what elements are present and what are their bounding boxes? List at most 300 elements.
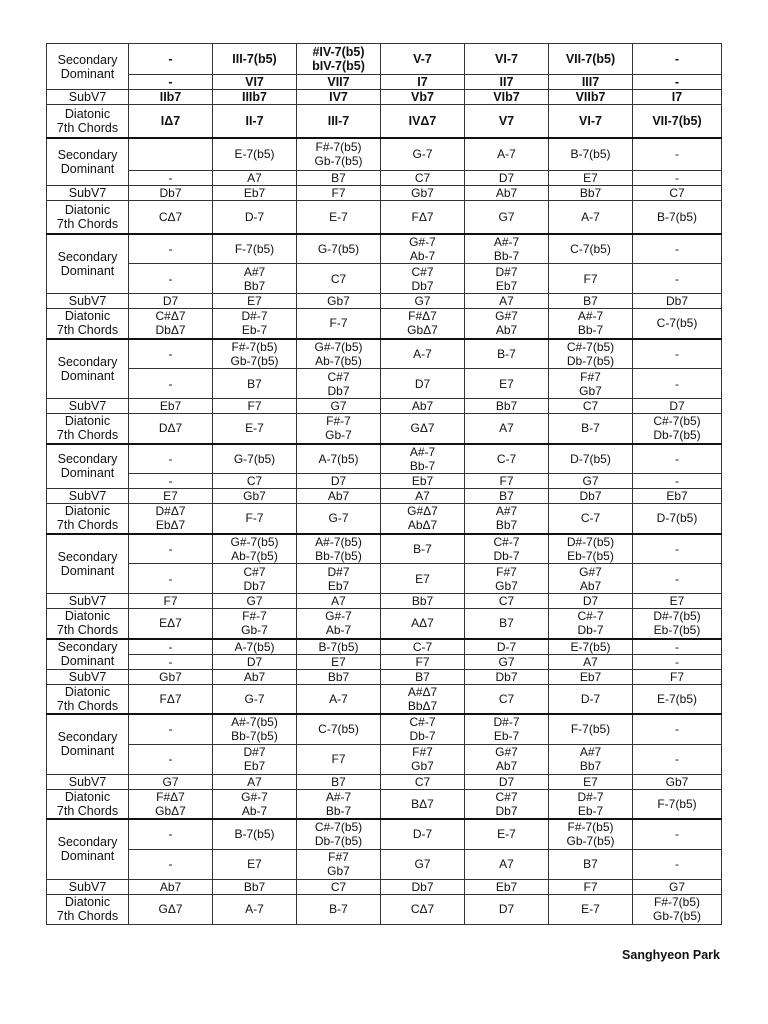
table-row [47,879,722,894]
chord-cell: A7 [213,774,297,789]
chord-cell: D#-7 Eb-7 [213,309,297,339]
chord-cell: - [129,474,213,489]
chord-cell: III7 [549,75,633,90]
subv7-label: SubV7 [47,90,129,105]
chord-cell: D7 [465,774,549,789]
chord-cell: IV7 [297,90,381,105]
chord-cell: G7 [549,474,633,489]
chord-cell: - [633,264,722,294]
chord-cell: A#7 Bb7 [213,264,297,294]
chord-cell: G#7 Ab7 [465,744,549,774]
chord-cell: D-7 [381,819,465,849]
chord-cell: A-7 [213,894,297,924]
chord-cell: F#-7(b5) Gb-7(b5) [297,138,381,171]
chord-cell: VII-7(b5) [633,105,722,138]
chord-cell: G#-7(b5) Ab-7(b5) [213,534,297,564]
chord-cell: F#7 Gb7 [465,564,549,594]
chord-cell: CΔ7 [381,894,465,924]
diatonic-label: Diatonic 7th Chords [47,789,129,819]
chord-cell: D-7(b5) [549,444,633,474]
table-row [47,714,722,744]
chord-cell: - [633,474,722,489]
chord-cell: VIb7 [465,90,549,105]
chord-cell: Ab7 [381,399,465,414]
chord-cell: VI7 [213,75,297,90]
chord-cell: E7 [213,294,297,309]
chord-cell: C#-7(b5) Db-7(b5) [297,819,381,849]
table-row [47,489,722,504]
table-row [47,339,722,369]
diatonic-label: Diatonic 7th Chords [47,105,129,138]
chord-cell: A7 [381,489,465,504]
chord-cell: Eb7 [381,474,465,489]
table-row [47,849,722,879]
chord-cell: A-7 [549,201,633,234]
chord-cell: - [129,75,213,90]
chord-cell: Eb7 [633,489,722,504]
chord-cell: D7 [465,894,549,924]
chord-cell: Eb7 [129,399,213,414]
chord-cell: Db7 [129,186,213,201]
chord-cell: Db7 [549,489,633,504]
chord-cell: G#7 Ab7 [465,309,549,339]
chord-cell: - [129,564,213,594]
chord-cell: Bb7 [213,879,297,894]
chord-cell: E7 [549,774,633,789]
chord-cell: F7 [549,264,633,294]
chord-cell: A#-7 Bb-7 [381,444,465,474]
chord-cell: - [633,339,722,369]
chord-cell: D7 [129,294,213,309]
chord-cell: D7 [297,474,381,489]
chord-cell: G7 [381,849,465,879]
chord-cell: C7 [465,594,549,609]
diatonic-label: Diatonic 7th Chords [47,201,129,234]
table-row [47,399,722,414]
chord-cell: C7 [297,264,381,294]
chord-cell: F-7 [297,309,381,339]
chord-cell: Gb7 [381,186,465,201]
secondary-dominant-label: Secondary Dominant [47,714,129,774]
chord-cell: - [633,44,722,75]
chord-cell: C#-7 Db-7 [465,534,549,564]
chord-cell: II-7 [213,105,297,138]
table-row [47,474,722,489]
chord-cell: F-7(b5) [549,714,633,744]
chord-cell: FΔ7 [381,201,465,234]
chord-cell: - [129,849,213,879]
chord-cell: D#7 Eb7 [297,564,381,594]
chord-cell: - [129,654,213,669]
table-row [47,684,722,714]
chord-cell: D#-7(b5) Eb-7(b5) [549,534,633,564]
chord-cell: IΔ7 [129,105,213,138]
chord-cell: E7 [129,489,213,504]
chord-cell: - [129,234,213,264]
chord-cell: Ab7 [297,489,381,504]
table-row [47,105,722,138]
chord-cell: G#-7 Ab-7 [381,234,465,264]
chord-cell: - [129,369,213,399]
chord-cell: Bb7 [549,186,633,201]
chord-cell: G-7 [381,138,465,171]
chord-cell: E-7 [549,894,633,924]
table-row [47,564,722,594]
chord-cell: C#-7 Db-7 [381,714,465,744]
chord-cell: F7 [297,186,381,201]
chord-cell: C#-7 Db-7 [549,609,633,639]
chord-cell: VI-7 [465,44,549,75]
chord-cell: E7 [465,369,549,399]
chord-cell: Ab7 [213,669,297,684]
chord-cell: D#-7 Eb-7 [465,714,549,744]
chord-cell: E-7 [297,201,381,234]
chord-cell: G#-7 Ab-7 [213,789,297,819]
chord-cell: A-7 [381,339,465,369]
chord-cell: F#-7(b5) Gb-7(b5) [633,894,722,924]
chord-cell: FΔ7 [129,684,213,714]
chord-cell: D7 [465,171,549,186]
table-row [47,789,722,819]
table-row [47,171,722,186]
chord-cell: G#Δ7 AbΔ7 [381,504,465,534]
chord-cell: - [129,819,213,849]
table-row [47,654,722,669]
table-row [47,609,722,639]
chord-cell: - [129,171,213,186]
chord-cell: V-7 [381,44,465,75]
chord-cell: C-7(b5) [633,309,722,339]
chord-cell: G#7 Ab7 [549,564,633,594]
chord-cell: F7 [297,744,381,774]
chord-cell: F#7 Gb7 [549,369,633,399]
secondary-dominant-label: Secondary Dominant [47,44,129,90]
chord-cell: E7 [213,849,297,879]
secondary-dominant-label: Secondary Dominant [47,444,129,489]
chord-cell: G-7 [213,684,297,714]
chord-cell: Bb7 [381,594,465,609]
chord-cell: - [129,534,213,564]
diatonic-label: Diatonic 7th Chords [47,414,129,444]
chord-cell: F-7 [213,504,297,534]
table-row [47,669,722,684]
diatonic-label: Diatonic 7th Chords [47,609,129,639]
chord-cell: F#-7 Gb-7 [213,609,297,639]
secondary-dominant-label: Secondary Dominant [47,339,129,399]
table-row [47,75,722,90]
chord-cell: D-7(b5) [633,504,722,534]
chord-cell: C7 [213,474,297,489]
chord-cell: BΔ7 [381,789,465,819]
chord-cell: F#7 Gb7 [381,744,465,774]
chord-cell: A7 [213,171,297,186]
table-row [47,294,722,309]
chord-cell: I7 [381,75,465,90]
chord-cell: A-7 [465,138,549,171]
subv7-label: SubV7 [47,594,129,609]
chord-cell: F-7(b5) [213,234,297,264]
chord-cell: C#7 Db7 [213,564,297,594]
chord-cell: E-7(b5) [213,138,297,171]
chord-cell: - [633,75,722,90]
chord-cell: G7 [381,294,465,309]
chord-cell: - [633,714,722,744]
chord-cell: C-7(b5) [549,234,633,264]
chord-cell: - [633,849,722,879]
chord-cell: G-7(b5) [213,444,297,474]
chord-cell: C7 [633,186,722,201]
chord-cell: Db7 [465,669,549,684]
chord-cell: E7 [633,594,722,609]
chord-cell: B-7 [465,339,549,369]
chord-cell: G-7(b5) [297,234,381,264]
chord-cell: D7 [549,594,633,609]
chord-cell: C7 [549,399,633,414]
table-row [47,234,722,264]
chord-cell: - [633,369,722,399]
chord-cell: D7 [213,654,297,669]
chord-cell: D#7 Eb7 [465,264,549,294]
chord-cell: VI-7 [549,105,633,138]
chord-cell: G7 [297,399,381,414]
table-row [47,894,722,924]
chord-cell: G7 [465,201,549,234]
chord-cell: G#-7(b5) Ab-7(b5) [297,339,381,369]
subv7-label: SubV7 [47,186,129,201]
chord-cell: A#-7 Bb-7 [549,309,633,339]
table-row [47,90,722,105]
chord-cell: Db7 [633,294,722,309]
chord-cell: B-7 [381,534,465,564]
chord-cell: - [633,744,722,774]
chord-cell: - [633,444,722,474]
chord-cell: C#7 Db7 [465,789,549,819]
chord-cell: EΔ7 [129,609,213,639]
chord-cell: Ab7 [129,879,213,894]
chord-cell: A#-7(b5) Bb-7(b5) [213,714,297,744]
chord-table [46,43,722,925]
chord-cell: DΔ7 [129,414,213,444]
chord-cell: E-7(b5) [633,684,722,714]
chord-cell: - [633,819,722,849]
diatonic-label: Diatonic 7th Chords [47,504,129,534]
chord-cell: A7 [297,594,381,609]
table-row [47,414,722,444]
chord-cell: - [633,564,722,594]
chord-cell: B-7(b5) [633,201,722,234]
chord-cell: F7 [549,879,633,894]
chord-cell: Gb7 [129,669,213,684]
chord-cell: - [129,639,213,655]
chord-cell: B7 [381,669,465,684]
table-row [47,774,722,789]
table-row [47,819,722,849]
subv7-label: SubV7 [47,489,129,504]
chord-cell: A#-7(b5) Bb-7(b5) [297,534,381,564]
chord-cell: C7 [381,774,465,789]
secondary-dominant-label: Secondary Dominant [47,819,129,879]
chord-cell: D-7 [549,684,633,714]
chord-cell: CΔ7 [129,201,213,234]
chord-cell: F#-7 Gb-7 [297,414,381,444]
chord-cell: A#-7 Bb-7 [465,234,549,264]
table-row [47,309,722,339]
secondary-dominant-label: Secondary Dominant [47,138,129,186]
chord-cell: III-7(b5) [213,44,297,75]
chord-cell: G7 [633,879,722,894]
chord-cell: GΔ7 [129,894,213,924]
chord-cell: GΔ7 [381,414,465,444]
chord-cell: D#-7 Eb-7 [549,789,633,819]
table-row [47,201,722,234]
chord-cell: IVΔ7 [381,105,465,138]
chord-cell: G7 [465,654,549,669]
chord-cell: - [633,234,722,264]
chord-cell: D-7 [465,639,549,655]
chord-cell: D7 [633,399,722,414]
chord-cell: B7 [297,171,381,186]
secondary-dominant-label: Secondary Dominant [47,639,129,670]
chord-cell: B7 [297,774,381,789]
chord-cell: VII7 [297,75,381,90]
chord-cell: A7 [465,849,549,879]
chord-cell: V7 [465,105,549,138]
chord-cell: C-7 [465,444,549,474]
table-row [47,639,722,655]
chord-cell: Ab7 [465,186,549,201]
secondary-dominant-label: Secondary Dominant [47,534,129,594]
table-row [47,369,722,399]
table-row [47,534,722,564]
chord-cell: A7 [465,294,549,309]
chord-cell: F-7(b5) [633,789,722,819]
chord-cell: C#Δ7 DbΔ7 [129,309,213,339]
chord-cell: #IV-7(b5) bIV-7(b5) [297,44,381,75]
chord-cell: - [129,264,213,294]
chord-cell: - [633,654,722,669]
chord-cell: - [129,339,213,369]
chord-cell: B-7 [549,414,633,444]
chord-cell: C7 [381,171,465,186]
chord-cell: Db7 [381,879,465,894]
chord-cell: F#7 Gb7 [297,849,381,879]
chord-cell: Bb7 [297,669,381,684]
chord-cell: F#-7(b5) Gb-7(b5) [213,339,297,369]
chord-cell: C-7 [549,504,633,534]
subv7-label: SubV7 [47,669,129,684]
chord-cell: F#Δ7 GbΔ7 [129,789,213,819]
chord-cell: Gb7 [297,294,381,309]
chord-cell: AΔ7 [381,609,465,639]
chord-cell: F7 [129,594,213,609]
subv7-label: SubV7 [47,879,129,894]
subv7-label: SubV7 [47,399,129,414]
chord-cell: Bb7 [465,399,549,414]
chord-cell: A-7(b5) [213,639,297,655]
chord-cell: C#7 Db7 [297,369,381,399]
table-row [47,44,722,75]
chord-cell: E7 [549,171,633,186]
chord-cell: III-7 [297,105,381,138]
chord-cell: A#-7 Bb-7 [297,789,381,819]
chord-cell: Gb7 [633,774,722,789]
chord-cell: B7 [465,609,549,639]
chord-cell: I7 [633,90,722,105]
table-row [47,444,722,474]
chord-cell: D#Δ7 EbΔ7 [129,504,213,534]
chord-cell: F#Δ7 GbΔ7 [381,309,465,339]
chord-cell: D#-7(b5) Eb-7(b5) [633,609,722,639]
chord-cell [129,138,213,171]
chord-cell: D#7 Eb7 [213,744,297,774]
chord-cell: F7 [213,399,297,414]
chord-cell: F7 [465,474,549,489]
chord-cell: B-7(b5) [297,639,381,655]
chord-cell: C#7 Db7 [381,264,465,294]
table-row [47,264,722,294]
chord-cell: C7 [465,684,549,714]
chord-cell: F7 [381,654,465,669]
secondary-dominant-label: Secondary Dominant [47,234,129,294]
chord-cell: E-7 [465,819,549,849]
chord-cell: G#-7 Ab-7 [297,609,381,639]
chord-cell: Eb7 [549,669,633,684]
chord-cell: B-7 [297,894,381,924]
chord-cell: B7 [549,849,633,879]
chord-cell: - [129,744,213,774]
chord-cell: - [633,534,722,564]
chord-cell: A#7 Bb7 [549,744,633,774]
chord-cell: A7 [549,654,633,669]
chord-cell: Vb7 [381,90,465,105]
chord-cell: B-7(b5) [549,138,633,171]
table-row [47,186,722,201]
chord-cell: G7 [129,774,213,789]
chord-cell: B7 [213,369,297,399]
chord-cell: - [129,444,213,474]
table-row [47,744,722,774]
chord-cell: C7 [297,879,381,894]
chord-cell: - [129,714,213,744]
table-row [47,594,722,609]
chord-cell: Eb7 [213,186,297,201]
chord-cell: F#-7(b5) Gb-7(b5) [549,819,633,849]
chord-cell: IIIb7 [213,90,297,105]
chord-cell: B7 [549,294,633,309]
chord-cell: C-7 [381,639,465,655]
diatonic-label: Diatonic 7th Chords [47,684,129,714]
chord-cell: Gb7 [213,489,297,504]
chord-cell: A#Δ7 BbΔ7 [381,684,465,714]
chord-cell: - [633,138,722,171]
chord-cell: B-7(b5) [213,819,297,849]
chord-cell: VII-7(b5) [549,44,633,75]
table-row [47,504,722,534]
chord-cell: C-7(b5) [297,714,381,744]
chord-cell: IIb7 [129,90,213,105]
chord-cell: E7 [297,654,381,669]
chord-cell: A-7 [297,684,381,714]
chord-cell: D7 [381,369,465,399]
chord-cell: C#-7(b5) Db-7(b5) [549,339,633,369]
chord-cell: B7 [465,489,549,504]
chord-cell: E7 [381,564,465,594]
chord-cell: - [633,639,722,655]
chord-cell: G7 [213,594,297,609]
diatonic-label: Diatonic 7th Chords [47,894,129,924]
subv7-label: SubV7 [47,294,129,309]
chord-cell: C#-7(b5) Db-7(b5) [633,414,722,444]
